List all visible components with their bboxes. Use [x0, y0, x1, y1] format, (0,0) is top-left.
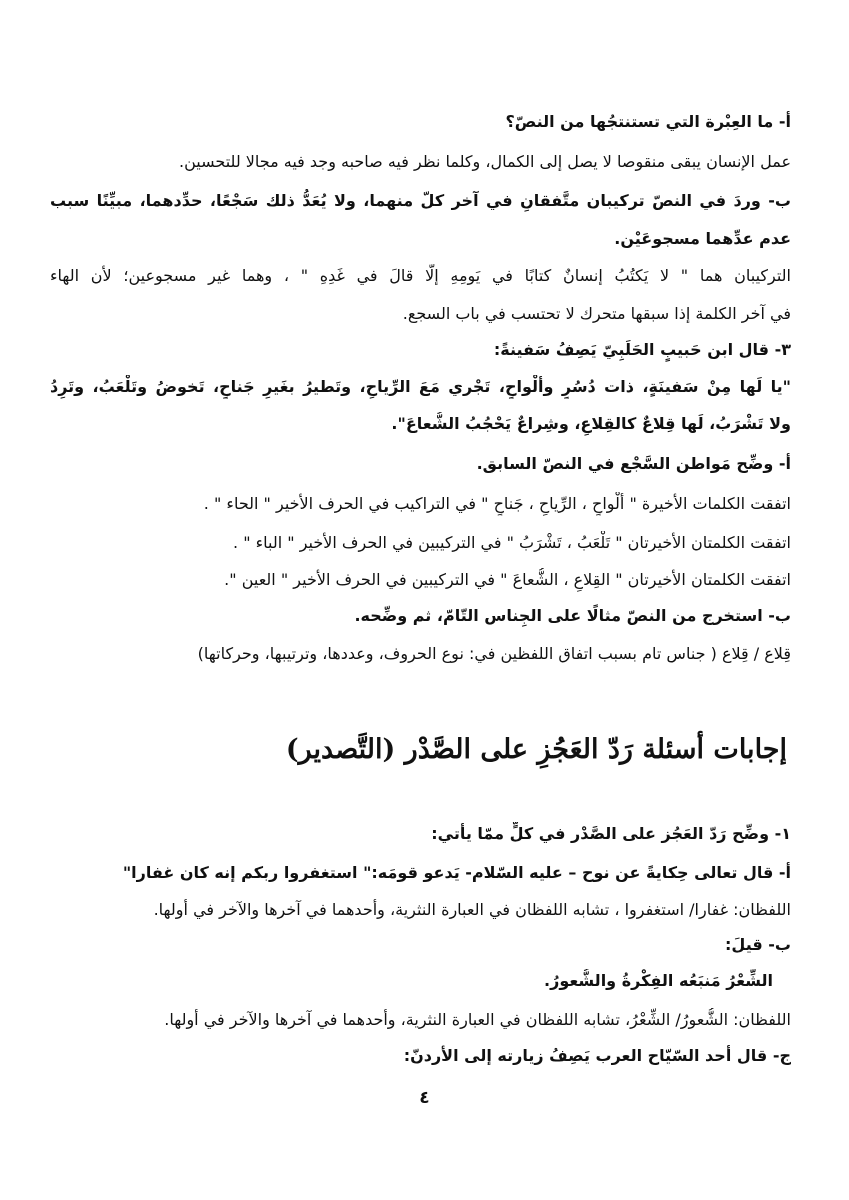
- answer-3a-line3: اتفقت الكلمتان الأخيرتان " القِلاعِ ، الشُّعاعَ " في التركيبين في الحرف الأخير " العين ".: [224, 570, 791, 589]
- question-3-heading: ٣- قال ابن حَبيبٍ الحَلَبِيّ يَصِفُ سَفينةً:: [493, 340, 791, 359]
- question-b-heading-line2: عدم عدِّهما مسجوعَيْن.: [614, 229, 791, 248]
- answer-3a-line2: اتفقت الكلمتان الأخيرتان " تَلْعَبُ ، تَشْرَبُ " في التركيبين في الحرف الأخير " الباء " .: [233, 533, 791, 552]
- question-1a-heading: أ- قال تعالى حِكايةً عن نوح – عليه السّلام- يَدعو قومَه:" استغفروا ربكم إنه كان غفارا": [122, 863, 791, 882]
- question-3b-heading: ب- استخرج من النصّ مثالًا على الجِناس التّامّ، ثم وضِّحه.: [354, 606, 791, 625]
- question-b-heading-line1: ب- وردَ في النصّ تركيبان متَّفقانِ في آخر كلّ منهما، ولا يُعَدُّ ذلك سَجْعًا، حدِّدهما، مبيِّنًا سبب: [50, 191, 791, 210]
- section-title: إجابات أسئلة رَدّ العَجُزِ على الصَّدْر (التَّصدير): [285, 734, 787, 765]
- quote-text-line2: ولا تَشْرَبُ، لَها قِلاعٌ كالقِلاعِ، وشِراعٌ يَحْجُبُ الشُّعاعَ".: [391, 414, 791, 433]
- answer-3a-line1: اتفقت الكلمات الأخيرة " ألْواحٍ ، الرِّياحِ ، جَناحٍ " في التراكيب في الحرف الأخير " الحاء " .: [203, 494, 791, 513]
- quote-text-line1: "يا لَها مِنْ سَفينَةٍ، ذات دُسُرٍ وألْواحٍ، تَجْري مَعَ الرِّياحِ، وتَطيرُ بغَيرِ جَناحٍ، تَخوضُ وتَلْعَبُ، وتَرِدُ: [50, 377, 791, 396]
- answer-1b-text: اللفظان: الشُّعورُ/ الشِّعْرُ، تشابه اللفظان في العبارة النثرية، وأحدهما في آخرها والآخر في أولها.: [164, 1010, 791, 1029]
- question-1b-heading: ب- قيلَ:: [725, 935, 791, 954]
- question-1-heading: ١- وضِّح رَدّ العَجُز على الصَّدْر في كلٍّ ممّا يأتي:: [431, 824, 791, 843]
- answer-a-text: عمل الإنسان يبقى منقوصا لا يصل إلى الكمال، وكلما نظر فيه صاحبه وجد فيه مجالا للتحسين.: [179, 152, 791, 171]
- answer-3b-text: قِلاع / قِلاع ( جناس تام بسبب اتفاق اللفظين في: نوع الحروف، وعددها، وترتيبها، وحركاتها): [197, 644, 791, 663]
- page-number: ٤: [419, 1088, 430, 1108]
- quote-1b-text: الشِّعْرُ مَنبَعُه الفِكْرةُ والشُّعورُ.: [544, 971, 773, 990]
- answer-b-text-line2: في آخر الكلمة إذا سبقها متحرك لا تحتسب في باب السجع.: [402, 304, 791, 323]
- question-1c-heading: ج- قال أحد السّيّاح العرب يَصِفُ زيارته إلى الأردنّ:: [403, 1046, 791, 1065]
- answer-1a-text: اللفظان: غفارا/ استغفروا ، تشابه اللفظان في العبارة النثرية، وأحدهما في آخرها والآخر في أولها.: [153, 900, 791, 919]
- question-a-heading: أ- ما العِبْرة التي تستنتجُها من النصّ؟: [505, 112, 791, 131]
- answer-b-text-line1: التركيبان هما " لا يَكتُبُ إنسانٌ كتابًا في يَومِهِ إلّا قالَ في غَدِهِ " ، وهما غير مسجوعين؛ لأن الهاء: [50, 266, 791, 285]
- question-3a-heading: أ- وضِّح مَواطن السَّجْع في النصّ السابق.: [476, 454, 791, 473]
